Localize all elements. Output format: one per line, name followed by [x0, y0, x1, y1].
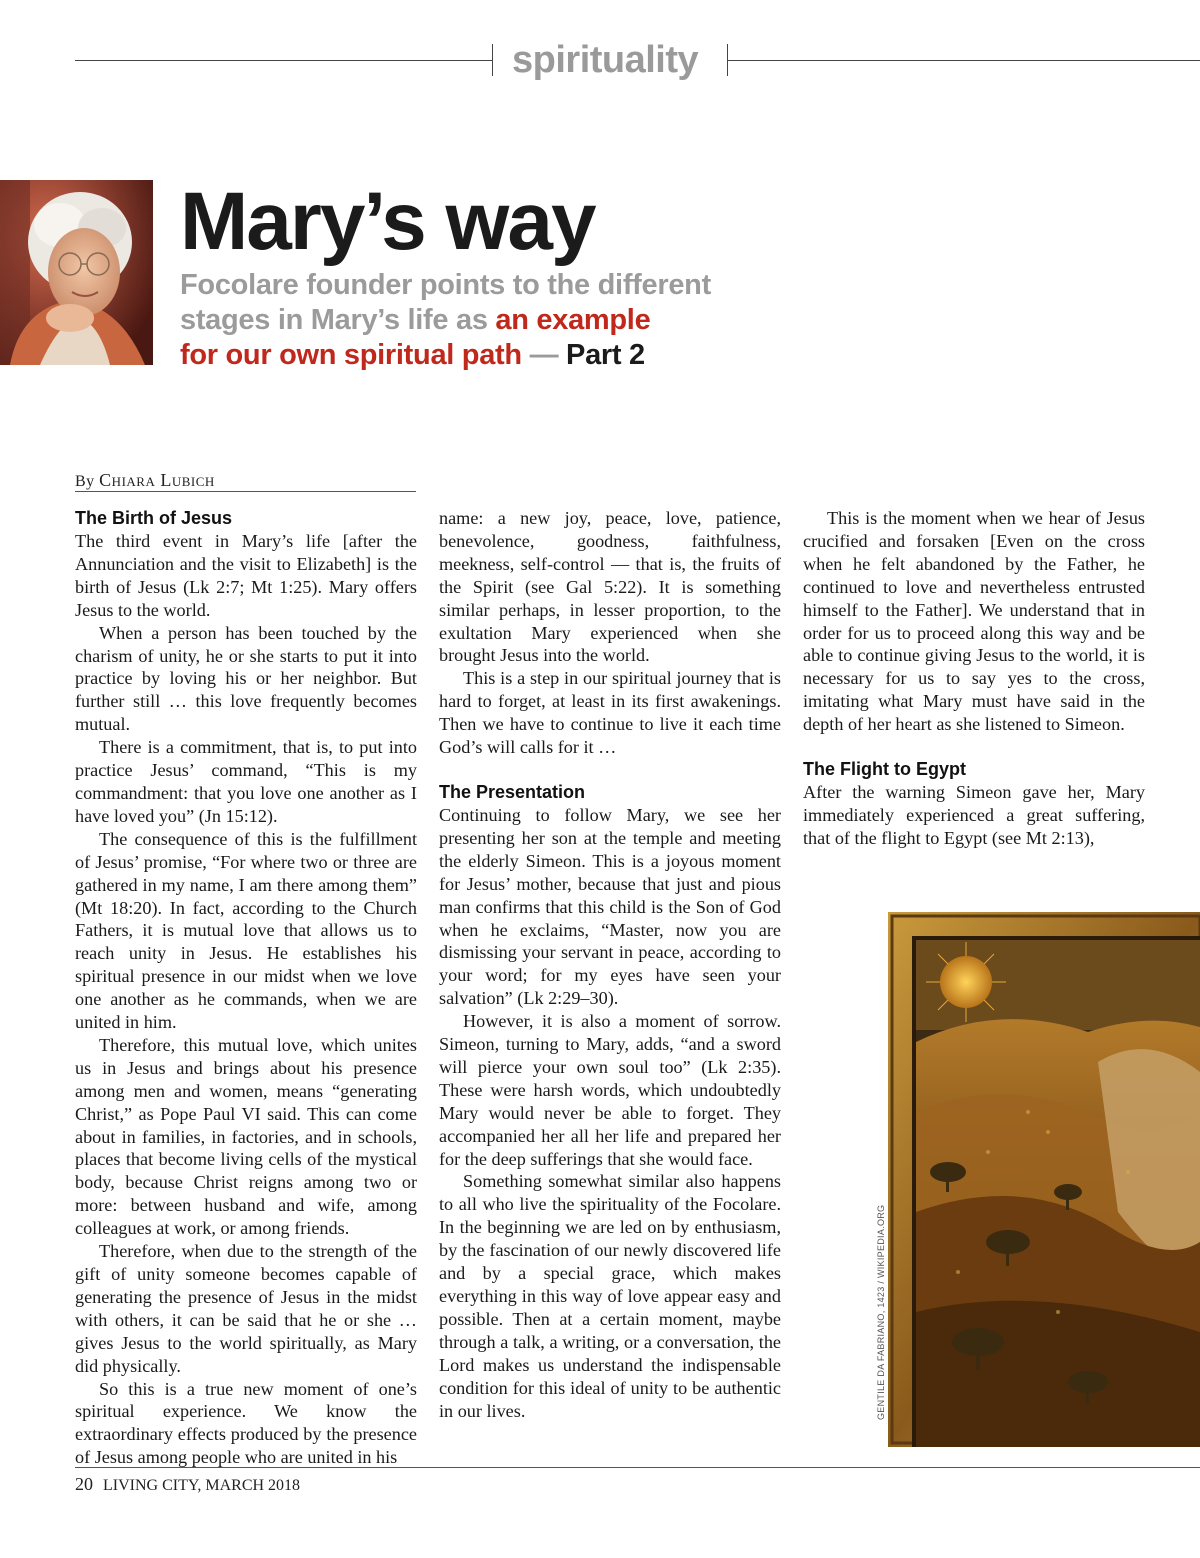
subtitle-line-3-part: Part 2	[566, 339, 645, 371]
subtitle-line-3	[180, 338, 645, 372]
paragraph: This is a step in our spiritual journey that is hard to forget, at least in its first awakenings. Then we have to continue to live it each time God’s will calls for it …	[439, 668, 781, 758]
author-portrait	[0, 180, 153, 365]
subtitle-line-3-red: for our own spiritual path	[180, 339, 522, 371]
section-label: spirituality	[512, 39, 699, 81]
paragraph: Therefore, when due to the strength of the gift of unity someone becomes capable of generating the presence of Jesus in the midst with others, it can be said that he or she … gives Jesus to the world spiritually, as Mary did physically.	[75, 1241, 417, 1376]
byline-rule	[75, 491, 416, 492]
heading-presentation: The Presentation	[439, 781, 586, 802]
subtitle-line-3-dash: —	[521, 339, 567, 371]
paragraph: Therefore, this mutual love, which unites us in Jesus and brings about his presence among men and women, means “generating Christ,” as Pope Paul VI said. This can come about in families, in factories, and in schools, places that become living cells of the mystical body, because Christ reigns among two or more: between husband and wife, among colleagues at work, or among friends.	[75, 1034, 417, 1239]
paragraph: After the warning Simeon gave her, Mary immediately experienced a great suffering, that of the flight to Egypt (see Mt 2:13),	[803, 782, 1145, 848]
column-3	[803, 507, 1145, 850]
subtitle-line-2	[180, 303, 650, 337]
paragraph: The consequence of this is the fulfillment of Jesus’ promise, “For where two or three are gathered in my name, I am there among them” (Mt 18:20). In fact, according to the Church Fathers, it is mutual love that allows us to reach unity in Jesus. He establishes his spiritual presence in our midst when we love one another as he commands, when we are united in him.	[75, 828, 417, 1033]
heading-birth-of-jesus: The Birth of Jesus	[75, 508, 233, 528]
footer-rule	[75, 1467, 1200, 1468]
paragraph: The third event in Mary’s life [after the Annunciation and the visit to Elizabeth] is the birth of Jesus (Lk 2:7; Mt 1:25). Mary offers Jesus to the world.	[75, 531, 417, 620]
paragraph: This is the moment when we hear of Jesus crucified and forsaken [Even on the cross when he felt abandoned by the Father, he continued to love and nevertheless entrusted himself to the Father]. We understand that in order for us to proceed along this way and be able to continue giving Jesus to the world, it is necessary for us to say yes to the cross, imitating what Mary must have said in the depth of her heart as she listened to Simeon.	[803, 508, 1145, 735]
column-2	[439, 507, 781, 1422]
publication-info: LIVING CITY, MARCH 2018	[103, 1477, 301, 1494]
paragraph: name: a new joy, peace, love, patience, benevolence, goodness, faithfulness, meekness, self-control — that is, the fruits of the Spirit (see Gal 5:22). It is something similar perhaps, in lesser proportion, to the exultation Mary experienced when she brought Jesus into the world.	[439, 508, 781, 666]
paragraph: When a person has been touched by the charism of unity, he or she starts to put it into practice by loving his or her neighbor. But further still … this love frequently becomes mutual.	[75, 622, 417, 735]
paragraph: Something somewhat similar also happens to all who live the spirituality of the Focolare. In the beginning we are led on by enthusiasm, by the fascination of our newly discovered life and by a special grace, which makes everything in this way of love appear easy and possible. Then at a certain moment, maybe through a talk, a writing, or a conversation, the Lord makes us understand the indispensable condition for this ideal of unity to be authentic in our lives.	[439, 1171, 781, 1421]
header-rule-right	[727, 60, 1200, 61]
photo-credit: GENTILE DA FABRIANO, 1423 / WIKIPEDIA.ORG	[876, 1204, 886, 1420]
column-1	[75, 507, 417, 1469]
subtitle-line-2-gray: stages in Mary’s life as	[180, 304, 496, 336]
subtitle-line-1-text: Focolare founder points to the different	[180, 269, 711, 301]
byline	[75, 470, 415, 491]
page-number: 20	[75, 1474, 93, 1494]
paragraph: Continuing to follow Mary, we see her presenting her son at the temple and meeting the elderly Simeon. This is a joyous moment for Jesus’ mother, because that just and pious man confirms that this child is the Son of God when he exclaims, “Master, now you are dismissing your servant in peace, according to your word; for my eyes have seen your salvation” (Lk 2:29–30).	[439, 804, 781, 1009]
subtitle-line-1	[180, 268, 711, 302]
paragraph: There is a commitment, that is, to put into practice Jesus’ command, “This is my commandment: that you love one another as I have loved you” (Jn 15:12).	[75, 737, 417, 826]
page-footer	[75, 1474, 300, 1495]
byline-prefix: By	[75, 473, 100, 490]
subtitle-line-2-red: an example	[495, 304, 651, 336]
paragraph: However, it is also a moment of sorrow. Simeon, turning to Mary, adds, “and a sword will pierce your own soul too” (Lk 2:35). These were harsh words, which undoubtedly Mary would never be able to forget. They accompanied her all her life and prepared her for the deep sufferings that she would face.	[439, 1011, 781, 1169]
byline-author: Chiara Lubich	[99, 470, 215, 490]
paragraph: So this is a true new moment of one’s spiritual experience. We know the extraordinary effects produced by the presence of Jesus among people who are united in his	[75, 1378, 417, 1468]
article-title: Mary’s way	[180, 176, 595, 267]
header-tick-left	[492, 44, 493, 76]
header-rule-left	[75, 60, 492, 61]
painting-image	[888, 912, 1200, 1447]
heading-flight-to-egypt: The Flight to Egypt	[803, 759, 966, 780]
